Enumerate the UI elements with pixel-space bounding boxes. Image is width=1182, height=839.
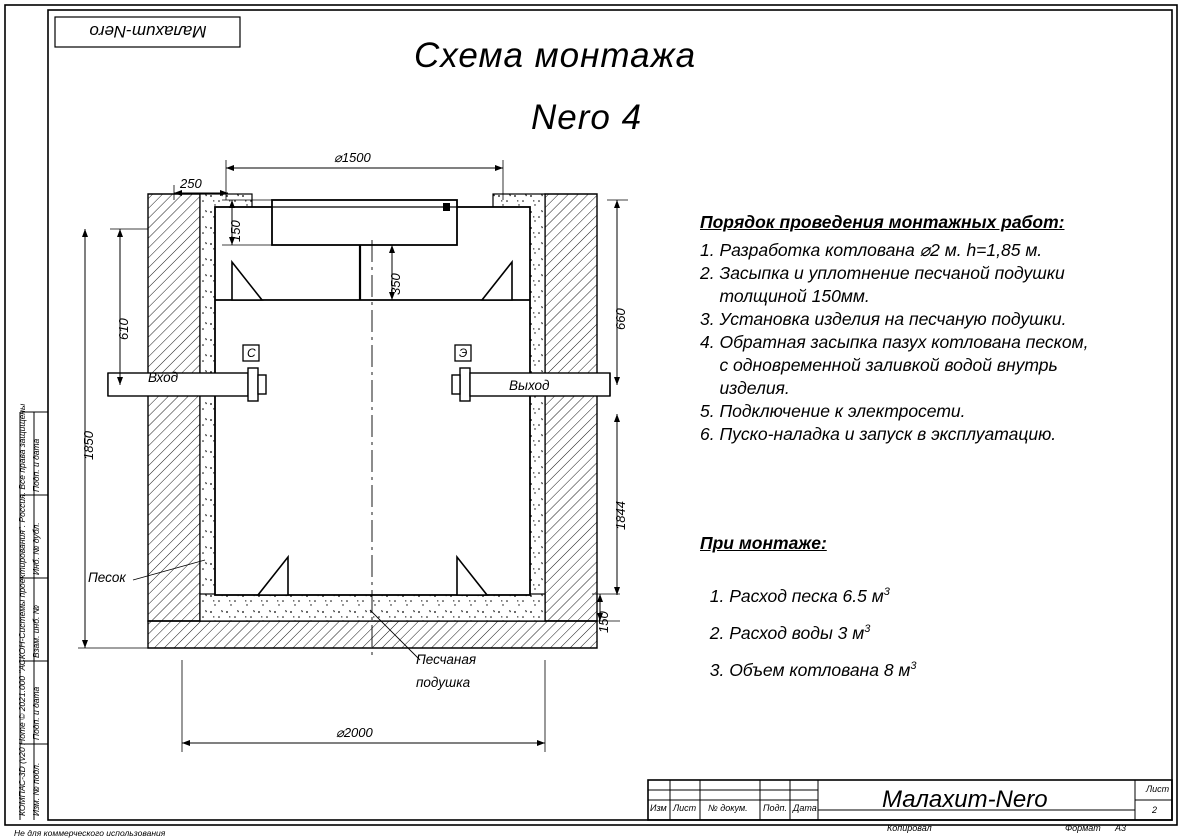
- stamp-format-value: А3: [1115, 823, 1127, 833]
- side-row-label: Подп. и дата: [31, 686, 41, 740]
- install-note-text: 3. Объем котлована 8 м: [709, 660, 911, 680]
- dim-right-depth: 660: [613, 308, 628, 330]
- dim-left-offset: 250: [180, 176, 202, 191]
- dim-sand-layer: 150: [596, 611, 611, 633]
- dim-body-height: 1844: [613, 501, 628, 530]
- stamp-col-podp: Подп.: [763, 803, 787, 813]
- dim-neck-height: 150: [228, 220, 243, 242]
- dim-top-diameter: ⌀1500: [334, 150, 371, 165]
- install-note-text: 1. Расход песка 6.5 м: [709, 586, 884, 606]
- install-notes-heading: При монтаже:: [700, 533, 827, 553]
- copyright-text: КОМПАС-3D (v20 Home © 2021.000 "АСКОН-Системы проектирования". Россия. Все права защищены: [17, 403, 27, 816]
- procedure-item: 1. Разработка котлована ⌀2 м. h=1,85 м.: [700, 240, 1043, 260]
- label-inlet: Вход: [148, 370, 179, 385]
- svg-text:C: C: [247, 346, 256, 360]
- stamp-copied-by: Копировал: [887, 823, 932, 833]
- procedure-item: 5. Подключение к электросети.: [700, 401, 966, 421]
- procedure-item: 6. Пуско-наладка и запуск в эксплуатацию.: [700, 424, 1057, 444]
- label-sand-cushion-line1: Песчаная: [416, 652, 477, 667]
- stamp-col-izm: Изм: [650, 803, 667, 813]
- label-sand: Песок: [88, 570, 126, 585]
- procedure-item: изделия.: [700, 378, 790, 398]
- procedure-item: 4. Обратная засыпка пазух котлована песком,: [700, 332, 1089, 352]
- procedure-heading: Порядок проведения монтажных работ:: [700, 212, 1065, 232]
- logo-text: Малахит-Nero: [89, 22, 207, 41]
- stamp-sheet-label: Лист: [1146, 784, 1170, 794]
- side-row-label: Взам. инб. №: [31, 605, 41, 658]
- procedure-item: с одновременной заливкой водой внутрь: [700, 355, 1058, 375]
- stamp-col-docnum: № докум.: [708, 803, 748, 813]
- label-sand-cushion-line2: подушка: [416, 675, 471, 690]
- install-note-sup: 3: [883, 586, 890, 599]
- page-title-line1: Схема монтажа: [414, 36, 697, 75]
- stamp-sheet-value: 2: [1152, 805, 1158, 815]
- install-note-text: 2. Расход воды 3 м: [709, 623, 865, 643]
- footer-note: Не для коммерческого использования: [14, 828, 166, 838]
- dim-left-depth: 610: [116, 318, 131, 340]
- stamp-product-name: Малахит-Nero: [882, 786, 1048, 813]
- svg-text:Э: Э: [459, 346, 468, 360]
- side-row-label: Подп. и дата: [31, 438, 41, 492]
- install-note-sup: 3: [910, 660, 917, 673]
- page-title-line2: Nero 4: [531, 98, 643, 137]
- stamp-col-list: Лист: [673, 803, 697, 813]
- install-note-item: [700, 639, 917, 681]
- dim-pit-diameter: ⌀2000: [336, 725, 373, 740]
- procedure-item: 2. Засыпка и уплотнение песчаной подушки: [700, 263, 1065, 283]
- stamp-col-data: Дата: [793, 803, 817, 813]
- procedure-item: толщиной 150мм.: [700, 286, 870, 306]
- install-note-item: [700, 602, 870, 644]
- side-row-label: Инб. № дубл.: [31, 522, 41, 575]
- label-outlet: Выход: [509, 378, 550, 393]
- install-note-sup: 3: [864, 623, 871, 636]
- dim-total-depth: 1850: [81, 431, 96, 460]
- dim-inner-top: 350: [388, 273, 403, 295]
- procedure-item: 3. Установка изделия на песчаную подушки.: [700, 309, 1067, 329]
- stamp-format-label: Формат: [1065, 823, 1101, 833]
- side-row-label: Изм. № подл.: [31, 762, 41, 816]
- install-note-item: [700, 565, 890, 607]
